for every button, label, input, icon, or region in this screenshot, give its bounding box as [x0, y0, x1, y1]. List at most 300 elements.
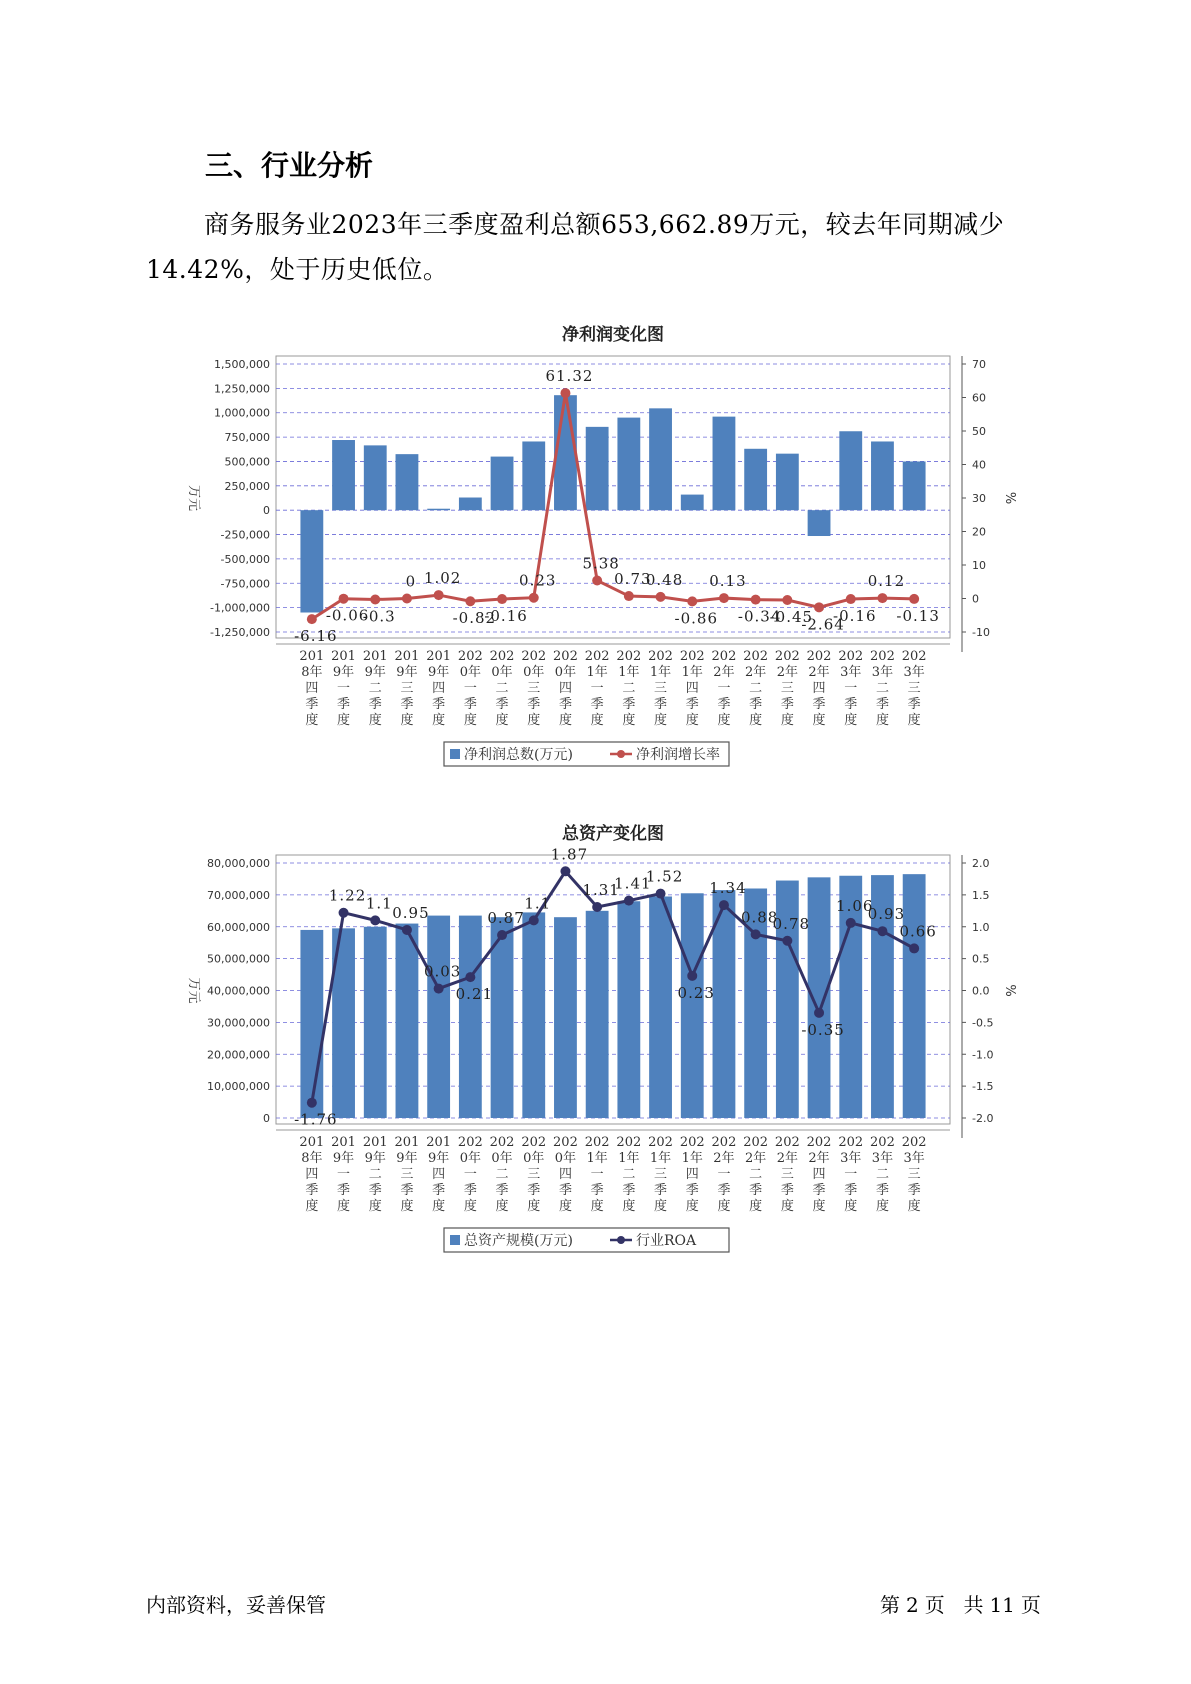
right-tick-label: 20 — [972, 525, 986, 539]
x-tick-label: 度 — [622, 1199, 636, 1214]
line-point-7 — [529, 593, 539, 603]
line-point-4 — [434, 984, 444, 994]
legend-line-label: 行业ROA — [636, 1233, 697, 1249]
x-tick-label: 2年 — [808, 1151, 830, 1166]
line-value-label: 0.48 — [645, 570, 684, 589]
left-tick-label: 1,000,000 — [214, 406, 270, 420]
x-tick-label: 0年 — [554, 1151, 577, 1166]
x-tick-label: 季 — [590, 697, 604, 712]
left-tick-label: 750,000 — [224, 431, 270, 445]
x-tick-label: 1年 — [586, 665, 608, 680]
line-point-17 — [846, 918, 856, 928]
x-tick-label: 3年 — [840, 665, 862, 680]
x-tick-label: 四 — [305, 1167, 319, 1182]
line-value-label: 1.41 — [614, 874, 652, 893]
x-tick-label: 一 — [463, 681, 477, 696]
line-value-label: 0 — [405, 572, 417, 591]
x-tick-label: 二 — [368, 681, 382, 696]
footer-page-info — [880, 1589, 1047, 1618]
x-tick-label: 202 — [616, 1135, 642, 1150]
x-tick-label: 202 — [901, 1135, 927, 1150]
line-point-17 — [846, 594, 856, 604]
line-point-11 — [656, 592, 666, 602]
x-tick-label: 3年 — [903, 1151, 925, 1166]
x-tick-label: 202 — [584, 649, 610, 664]
x-tick-label: 四 — [432, 681, 446, 696]
x-tick-label: 一 — [337, 681, 351, 696]
line-point-9 — [592, 575, 602, 585]
x-tick-label: 四 — [685, 681, 699, 696]
line-value-label: 5.38 — [582, 554, 620, 573]
line-point-4 — [434, 590, 444, 600]
bar-11 — [649, 408, 672, 510]
line-point-16 — [814, 1008, 824, 1018]
x-tick-label: 度 — [622, 713, 636, 728]
bar-7 — [522, 912, 545, 1118]
x-tick-label: 季 — [305, 697, 319, 712]
line-value-label: -2.64 — [801, 615, 845, 634]
x-tick-label: 度 — [432, 713, 446, 728]
bar-11 — [649, 896, 672, 1118]
x-tick-label: 201 — [426, 1135, 452, 1150]
line-point-5 — [465, 596, 475, 606]
line-point-12 — [687, 596, 697, 606]
x-tick-label: 度 — [590, 1199, 604, 1214]
line-point-15 — [782, 595, 792, 605]
x-tick-label: 四 — [558, 681, 572, 696]
line-value-label: 0.03 — [423, 962, 462, 981]
x-tick-label: 度 — [558, 713, 572, 728]
x-tick-label: 202 — [743, 1135, 769, 1150]
x-tick-label: 四 — [812, 1167, 826, 1182]
total-pages: 11 — [989, 1593, 1015, 1617]
bar-4 — [427, 916, 450, 1118]
bar-15 — [776, 454, 799, 511]
x-tick-label: 一 — [717, 1167, 731, 1182]
bar-5 — [459, 498, 482, 511]
x-tick-label: 8年 — [301, 665, 323, 680]
x-tick-label: 9年 — [428, 665, 450, 680]
right-tick-label: -2.0 — [972, 1112, 994, 1125]
x-tick-label: 季 — [717, 1183, 731, 1198]
left-axis-title: 万元 — [186, 484, 201, 512]
line-point-8 — [560, 866, 570, 876]
left-tick-label: 0 — [263, 504, 270, 518]
x-tick-label: 201 — [394, 649, 420, 664]
line-point-10 — [624, 591, 634, 601]
x-tick-label: 度 — [305, 1199, 319, 1214]
x-tick-label: 202 — [774, 649, 800, 664]
footer-confidential: 内部资料，妥善保管 — [146, 1593, 326, 1617]
bar-19 — [903, 874, 926, 1118]
x-tick-label: 202 — [774, 1135, 800, 1150]
x-tick-label: 季 — [749, 1183, 763, 1198]
line-point-14 — [751, 595, 761, 605]
bar-19 — [903, 461, 926, 510]
bar-12 — [681, 495, 704, 511]
x-tick-label: 季 — [875, 697, 889, 712]
x-tick-label: 季 — [432, 1183, 446, 1198]
line-value-label: 0.12 — [867, 572, 906, 591]
x-tick-label: 0年 — [523, 1151, 545, 1166]
bar-4 — [427, 509, 450, 510]
x-tick-label: 二 — [622, 681, 636, 696]
x-tick-label: 季 — [368, 1183, 382, 1198]
x-tick-label: 2年 — [713, 1151, 735, 1166]
x-tick-label: 三 — [654, 1167, 668, 1182]
x-tick-label: 度 — [685, 713, 699, 728]
right-tick-label: 0.5 — [972, 952, 990, 966]
x-tick-label: 202 — [489, 649, 515, 664]
total-assets-chart — [0, 815, 1191, 1275]
x-tick-label: 度 — [749, 1199, 763, 1214]
bar-0 — [300, 510, 323, 612]
chart-title: 总资产变化图 — [562, 824, 664, 844]
x-tick-label: 201 — [426, 649, 452, 664]
x-tick-label: 三 — [907, 681, 921, 696]
bar-7 — [522, 441, 545, 510]
x-tick-label: 9年 — [364, 1151, 386, 1166]
total-prefix: 共 — [963, 1593, 984, 1617]
x-tick-label: 9年 — [364, 665, 386, 680]
x-tick-label: 202 — [679, 649, 705, 664]
x-tick-label: 二 — [749, 681, 763, 696]
left-tick-label: -250,000 — [220, 528, 270, 542]
x-tick-label: 季 — [463, 697, 477, 712]
right-tick-label: -0.5 — [972, 1016, 994, 1030]
x-tick-label: 度 — [590, 713, 604, 728]
left-tick-label: 50,000,000 — [207, 952, 270, 966]
chart-title: 净利润变化图 — [562, 325, 664, 345]
x-tick-label: 度 — [812, 713, 826, 728]
legend-bar-label: 总资产规模(万元) — [464, 1233, 573, 1249]
x-tick-label: 季 — [875, 1183, 889, 1198]
x-tick-label: 一 — [463, 1167, 477, 1182]
bar-8 — [554, 917, 577, 1118]
right-tick-label: -10 — [972, 626, 990, 639]
left-tick-label: 1,500,000 — [214, 358, 270, 371]
x-tick-label: 度 — [654, 713, 668, 728]
x-tick-label: 季 — [432, 697, 446, 712]
x-tick-label: 季 — [907, 1183, 921, 1198]
section-title: 三、行业分析 — [205, 149, 374, 182]
x-tick-label: 2年 — [776, 665, 798, 680]
line-point-16 — [814, 602, 824, 612]
line-value-label: 61.32 — [545, 367, 594, 386]
x-tick-label: 季 — [780, 697, 794, 712]
x-tick-label: 季 — [400, 697, 414, 712]
line-point-10 — [624, 896, 634, 906]
x-tick-label: 三 — [654, 681, 668, 696]
bar-6 — [491, 457, 514, 511]
line-point-0 — [307, 1098, 317, 1108]
x-tick-label: 度 — [654, 1199, 668, 1214]
line-value-label: -0.06 — [325, 606, 370, 625]
x-tick-label: 201 — [299, 649, 325, 664]
left-tick-label: 0 — [263, 1112, 270, 1125]
x-tick-label: 度 — [717, 713, 731, 728]
line-value-label: -0.34 — [737, 607, 782, 626]
x-tick-label: 202 — [870, 1135, 895, 1150]
x-tick-label: 度 — [463, 713, 477, 728]
line-point-9 — [592, 902, 602, 912]
bar-1 — [332, 440, 355, 510]
x-tick-label: 1年 — [618, 665, 640, 680]
line-point-2 — [370, 595, 380, 605]
legend-bar-label: 净利润总数(万元) — [464, 747, 573, 763]
x-tick-label: 202 — [553, 649, 578, 664]
bar-5 — [459, 916, 482, 1118]
x-tick-label: 季 — [495, 697, 509, 712]
right-axis-title: % — [1002, 491, 1017, 505]
x-tick-label: 季 — [400, 1183, 414, 1198]
x-tick-label: 季 — [622, 1183, 636, 1198]
bar-18 — [871, 441, 894, 510]
x-tick-label: 9年 — [396, 665, 418, 680]
x-tick-label: 一 — [590, 1167, 604, 1182]
x-tick-label: 季 — [463, 1183, 477, 1198]
x-tick-label: 3年 — [903, 665, 925, 680]
x-tick-label: 201 — [299, 1135, 325, 1150]
line-point-12 — [687, 971, 697, 981]
x-tick-label: 202 — [711, 649, 737, 664]
x-tick-label: 三 — [400, 681, 414, 696]
x-tick-label: 三 — [907, 1167, 921, 1182]
right-tick-label: 2.0 — [972, 857, 990, 870]
line-point-14 — [751, 929, 761, 939]
x-tick-label: 9年 — [332, 665, 355, 680]
x-tick-label: 四 — [558, 1167, 572, 1182]
x-tick-label: 季 — [749, 697, 763, 712]
right-tick-label: 70 — [972, 358, 986, 371]
x-tick-label: 3年 — [871, 1151, 894, 1166]
x-tick-label: 9年 — [332, 1151, 355, 1166]
line-value-label: 0.13 — [709, 572, 747, 591]
bar-2 — [364, 445, 387, 510]
legend-line-label: 净利润增长率 — [636, 747, 720, 763]
line-value-label: 0.66 — [899, 922, 937, 941]
net-profit-chart-svg — [0, 316, 1191, 776]
line-value-label: -6.16 — [294, 627, 338, 646]
x-tick-label: 0年 — [459, 1151, 481, 1166]
line-value-label: -1.76 — [294, 1110, 338, 1129]
x-tick-label: 季 — [368, 697, 382, 712]
x-tick-label: 季 — [844, 697, 858, 712]
x-tick-label: 二 — [368, 1167, 382, 1182]
x-tick-label: 二 — [622, 1167, 636, 1182]
left-tick-label: 60,000,000 — [207, 920, 270, 934]
line-value-label: -0.16 — [833, 607, 877, 626]
line-value-label: 0.93 — [867, 905, 906, 924]
x-tick-label: 度 — [685, 1199, 699, 1214]
line-point-13 — [719, 900, 729, 910]
legend-bar-swatch — [450, 1235, 460, 1245]
bar-16 — [808, 510, 831, 536]
x-tick-label: 二 — [875, 681, 889, 696]
x-tick-label: 9年 — [428, 1151, 450, 1166]
line-value-label: -0.82 — [452, 609, 497, 628]
left-tick-label: 250,000 — [224, 479, 270, 493]
x-tick-label: 202 — [648, 1135, 673, 1150]
line-value-label: 1.06 — [836, 896, 874, 915]
x-tick-label: 度 — [844, 1199, 858, 1214]
x-tick-label: 季 — [717, 697, 731, 712]
x-tick-label: 202 — [901, 649, 927, 664]
x-tick-label: 季 — [844, 1183, 858, 1198]
left-tick-label: -1,250,000 — [210, 626, 270, 639]
x-tick-label: 季 — [337, 1183, 351, 1198]
x-tick-label: 一 — [717, 681, 731, 696]
x-tick-label: 季 — [654, 697, 668, 712]
x-tick-label: 201 — [394, 1135, 420, 1150]
line-point-5 — [465, 972, 475, 982]
x-tick-label: 二 — [749, 1167, 763, 1182]
x-tick-label: 1年 — [649, 665, 672, 680]
x-tick-label: 度 — [495, 713, 509, 728]
x-tick-label: 二 — [875, 1167, 889, 1182]
x-tick-label: 202 — [806, 649, 832, 664]
line-value-label: 1.1 — [365, 894, 393, 913]
left-tick-label: 40,000,000 — [207, 984, 270, 998]
line-point-3 — [402, 594, 412, 604]
x-tick-label: 一 — [844, 681, 858, 696]
x-tick-label: 季 — [907, 697, 921, 712]
x-tick-label: 3年 — [840, 1151, 862, 1166]
right-tick-label: -1.5 — [972, 1080, 994, 1094]
line-point-13 — [719, 593, 729, 603]
bar-9 — [586, 911, 609, 1118]
x-tick-label: 3年 — [871, 665, 894, 680]
x-tick-label: 度 — [780, 713, 794, 728]
x-tick-label: 一 — [590, 681, 604, 696]
left-tick-label: 80,000,000 — [207, 857, 270, 870]
line-value-label: 0.73 — [614, 570, 652, 589]
x-tick-label: 度 — [463, 1199, 477, 1214]
bar-14 — [744, 449, 767, 510]
line-point-7 — [529, 915, 539, 925]
left-tick-label: -1,000,000 — [210, 601, 270, 615]
left-tick-label: 10,000,000 — [207, 1080, 270, 1094]
x-tick-label: 0年 — [554, 665, 577, 680]
x-tick-label: 度 — [400, 1199, 414, 1214]
right-tick-label: 0.0 — [972, 984, 990, 998]
bar-17 — [839, 431, 862, 510]
x-tick-label: 季 — [685, 697, 699, 712]
line-value-label: 1.34 — [709, 879, 747, 898]
total-unit: 页 — [1020, 1593, 1041, 1617]
x-tick-label: 三 — [780, 1167, 794, 1182]
x-tick-label: 0年 — [491, 1151, 513, 1166]
page-number: 2 — [906, 1593, 919, 1617]
x-tick-label: 季 — [590, 1183, 604, 1198]
right-tick-label: 10 — [972, 559, 986, 572]
x-tick-label: 202 — [616, 649, 642, 664]
x-tick-label: 度 — [337, 1199, 351, 1214]
x-tick-label: 季 — [305, 1183, 319, 1198]
x-tick-label: 度 — [495, 1199, 509, 1214]
x-tick-label: 1年 — [618, 1151, 640, 1166]
line-value-label: 1.02 — [423, 569, 462, 588]
x-tick-label: 201 — [362, 1135, 388, 1150]
left-tick-label: -500,000 — [220, 552, 270, 566]
legend-line-marker — [617, 750, 625, 758]
x-tick-label: 度 — [812, 1199, 826, 1214]
total-assets-chart-svg — [0, 815, 1191, 1275]
x-tick-label: 三 — [780, 681, 794, 696]
line-point-2 — [370, 915, 380, 925]
x-tick-label: 度 — [907, 713, 921, 728]
x-tick-label: 度 — [875, 1199, 889, 1214]
x-tick-label: 202 — [457, 649, 483, 664]
right-tick-label: 50 — [972, 425, 986, 438]
line-value-label: 0.88 — [740, 908, 779, 927]
bar-3 — [396, 924, 419, 1118]
line-point-19 — [909, 943, 919, 953]
x-tick-label: 度 — [558, 1199, 572, 1214]
x-tick-label: 0年 — [523, 665, 545, 680]
legend-line-marker — [617, 1236, 625, 1244]
x-tick-label: 季 — [527, 1183, 541, 1198]
line-value-label: -0.16 — [484, 607, 528, 626]
bar-13 — [713, 417, 736, 511]
line-value-label: -0.45 — [769, 608, 814, 627]
x-tick-label: 度 — [875, 713, 889, 728]
line-point-0 — [307, 614, 317, 624]
legend-bar-swatch — [450, 749, 460, 759]
line-value-label: -0.3 — [362, 607, 396, 626]
line-point-18 — [877, 593, 887, 603]
x-tick-label: 2年 — [713, 665, 735, 680]
line-value-label: -0.13 — [896, 606, 940, 625]
x-tick-label: 季 — [558, 1183, 572, 1198]
left-tick-label: 20,000,000 — [207, 1048, 270, 1062]
x-tick-label: 201 — [331, 1135, 356, 1150]
x-tick-label: 202 — [521, 649, 547, 664]
x-tick-label: 一 — [337, 1167, 351, 1182]
line-value-label: 0.23 — [519, 571, 557, 590]
x-tick-label: 1年 — [681, 665, 703, 680]
right-tick-label: 1.0 — [972, 920, 990, 934]
x-tick-label: 季 — [685, 1183, 699, 1198]
x-tick-label: 一 — [844, 1167, 858, 1182]
x-tick-label: 8年 — [301, 1151, 323, 1166]
x-tick-label: 季 — [337, 697, 351, 712]
x-tick-label: 度 — [527, 713, 541, 728]
bar-0 — [300, 930, 323, 1118]
x-tick-label: 202 — [743, 649, 769, 664]
line-value-label: 1.52 — [645, 867, 684, 886]
left-tick-label: 30,000,000 — [207, 1016, 270, 1030]
x-tick-label: 201 — [331, 649, 356, 664]
line-point-3 — [402, 925, 412, 935]
x-tick-label: 202 — [648, 649, 673, 664]
x-tick-label: 2年 — [745, 1151, 767, 1166]
x-tick-label: 季 — [622, 697, 636, 712]
x-tick-label: 二 — [495, 1167, 509, 1182]
body-paragraph: 商务服务业2023年三季度盈利总额653,662.89万元，较去年同期减少14.42%，处于历史低位。 — [146, 210, 1005, 284]
x-tick-label: 度 — [844, 713, 858, 728]
x-tick-label: 度 — [305, 713, 319, 728]
x-tick-label: 度 — [368, 713, 382, 728]
line-value-label: 0.23 — [677, 983, 715, 1002]
right-axis-title: % — [1002, 984, 1017, 997]
line-point-18 — [877, 926, 887, 936]
x-tick-label: 三 — [400, 1167, 414, 1182]
x-tick-label: 202 — [584, 1135, 610, 1150]
bar-9 — [586, 427, 609, 510]
x-tick-label: 季 — [812, 697, 826, 712]
line-value-label: 0.78 — [772, 914, 811, 933]
